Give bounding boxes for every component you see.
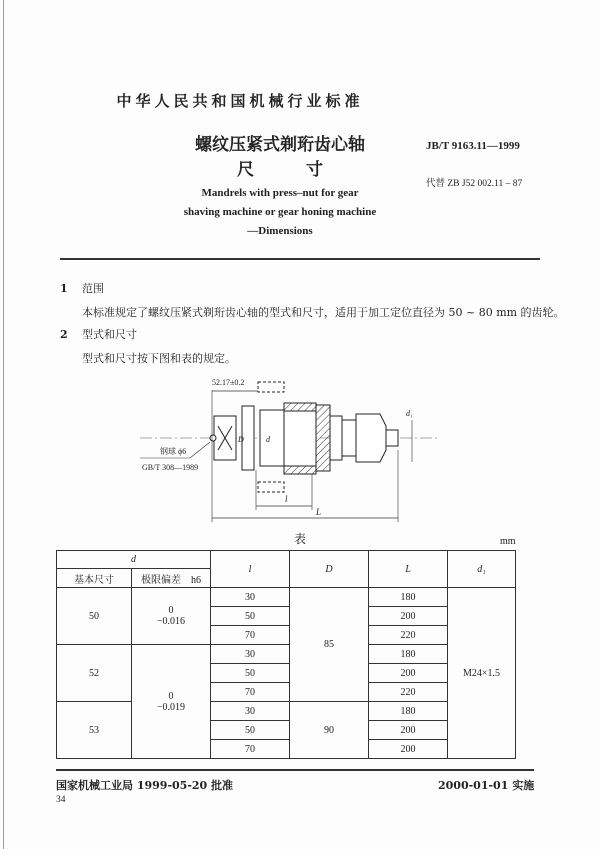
svg-text:d₁: d₁ <box>406 409 413 418</box>
L-cell: 200 <box>369 607 448 626</box>
L-cell: 180 <box>369 588 448 607</box>
l-cell: 50 <box>211 607 290 626</box>
effective-date: 2000-01-01 实施 <box>438 779 535 792</box>
l-cell: 30 <box>211 588 290 607</box>
table-row <box>57 645 516 664</box>
L-cell: 220 <box>369 626 448 645</box>
l-cell: 30 <box>211 702 290 721</box>
section-2-text: 型式和尺寸按下图和表的规定。 <box>82 352 236 365</box>
title-chinese: 螺纹压紧式剃珩齿心轴 <box>195 135 365 155</box>
svg-text:L: L <box>316 507 322 517</box>
page-edge <box>3 0 4 849</box>
tolerance-52-53: 0 −0.019 <box>132 645 211 759</box>
svg-text:l: l <box>285 494 288 504</box>
l-cell: 50 <box>211 664 290 683</box>
l-cell: 70 <box>211 740 290 759</box>
header-l: l <box>211 551 290 588</box>
page-number: 34 <box>56 795 66 805</box>
header-d1: d₁ <box>448 551 516 588</box>
footer-divider <box>56 769 534 771</box>
table-row <box>57 588 516 607</box>
table-unit: mm <box>500 536 516 547</box>
section-2-heading: 2 型式和尺寸 <box>60 328 137 341</box>
header-tolerance: 极限偏差 h6 <box>132 569 211 588</box>
title-english: Mandrels with press–nut for gear shaving machine or gear honing machine —Dimensions <box>183 187 377 237</box>
l-cell: 70 <box>211 683 290 702</box>
svg-text:D: D <box>238 435 244 444</box>
L-cell: 180 <box>369 645 448 664</box>
svg-text:d: d <box>266 435 270 444</box>
header-d: d <box>57 551 211 569</box>
section-1-heading: 1 范围 <box>60 282 104 295</box>
header-D: D <box>290 551 369 588</box>
title-chinese-subtitle: 尺 寸 <box>237 160 323 180</box>
replaces-note: 代替 ZB J52 002.11 – 87 <box>426 179 523 189</box>
svg-text:GB/T 308—1989: GB/T 308—1989 <box>142 463 199 472</box>
l-cell: 30 <box>211 645 290 664</box>
standard-number: JB/T 9163.11—1999 <box>426 140 520 152</box>
L-cell: 200 <box>369 664 448 683</box>
l-cell: 70 <box>211 626 290 645</box>
L-cell: 180 <box>369 702 448 721</box>
section-1-text: 本标准规定了螺纹压紧式剃珩齿心轴的型式和尺寸，适用于加工定位直径为 50 ~ 80 mm 的齿轮。 <box>82 306 565 319</box>
basic-size-50: 50 <box>57 588 132 645</box>
header-divider <box>60 258 540 260</box>
mandrel-drawing <box>140 370 440 530</box>
dimension-table <box>56 550 516 759</box>
table-row <box>57 702 516 721</box>
basic-size-53: 53 <box>57 702 132 759</box>
table-title: 表 <box>293 532 306 546</box>
basic-size-52: 52 <box>57 645 132 702</box>
tolerance-50: 0 −0.016 <box>132 588 211 645</box>
D-90: 90 <box>290 702 369 759</box>
l-cell: 50 <box>211 721 290 740</box>
header-basic-size: 基本尺寸 <box>57 569 132 588</box>
header-L: L <box>369 551 448 588</box>
L-cell: 200 <box>369 740 448 759</box>
L-cell: 220 <box>369 683 448 702</box>
svg-text:52.17±0.2: 52.17±0.2 <box>212 378 245 387</box>
d1-value: M24×1.5 <box>448 588 516 759</box>
standard-organization: 中华人民共和国机械行业标准 <box>116 92 364 110</box>
svg-text:钢球 ϕ6: 钢球 ϕ6 <box>160 447 187 456</box>
L-cell: 200 <box>369 721 448 740</box>
approval-note: 国家机械工业局 1999-05-20 批准 <box>56 779 234 792</box>
D-85: 85 <box>290 588 369 702</box>
